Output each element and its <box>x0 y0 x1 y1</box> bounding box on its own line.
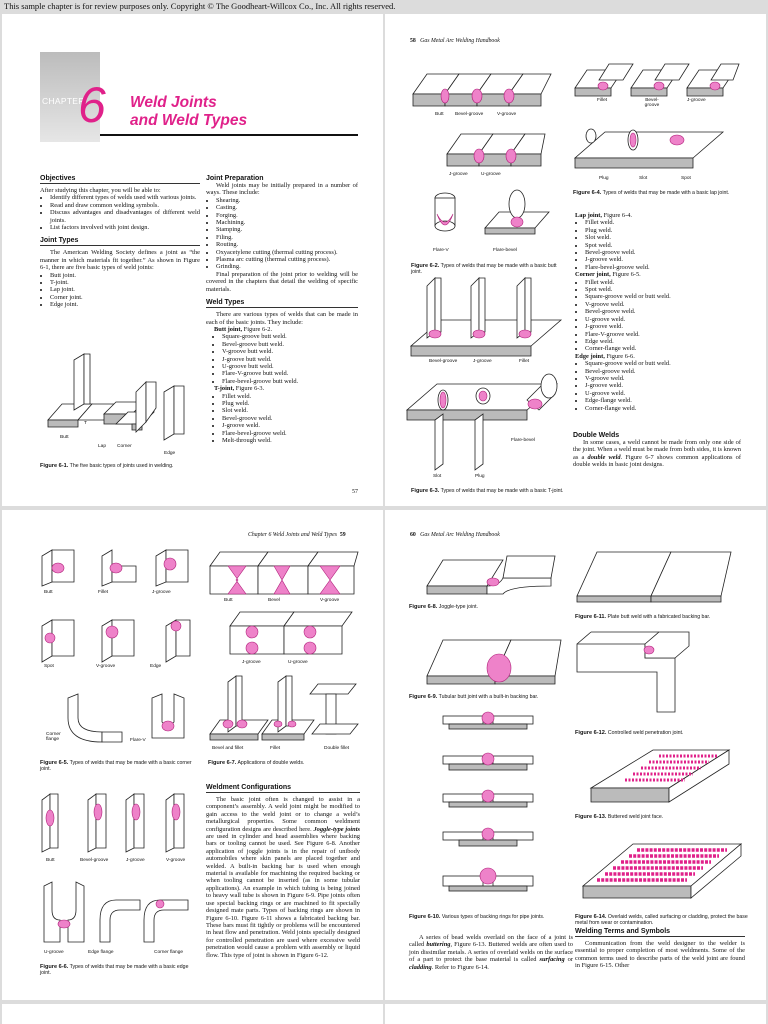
page-59 <box>2 510 383 1000</box>
list-item: • Shearing. <box>216 197 358 204</box>
figure-6-4-lap-row1 <box>573 52 739 104</box>
figure-6-9-illustration <box>425 626 561 692</box>
running-head: 58 Gas Metal Arc Welding Handbook <box>410 38 500 44</box>
fig64-label-spot: Spot <box>681 176 691 181</box>
figure-6-5-row1 <box>40 546 200 590</box>
figure-6-2-flare-row <box>425 184 555 244</box>
list-item: • Square-groove weld or butt weld. <box>585 360 739 367</box>
list-item: • Filing. <box>216 234 358 241</box>
weldment-heading: Weldment Configurations <box>206 784 360 793</box>
list-item: • Edge weld. <box>585 338 739 345</box>
figure-6-7-row1 <box>208 546 358 600</box>
list-item: • Bevel-groove weld. <box>585 308 739 315</box>
fig62-label-u: U-groove <box>481 172 501 177</box>
copyright-notice: This sample chapter is for review purposes only. Copyright © The Goodheart-Willcox Co., Inc. All rights reserved. <box>4 1 396 11</box>
list-item: • Flare-V-groove weld. <box>585 331 739 338</box>
fig65-label-v: V-groove <box>96 664 116 669</box>
title-rule <box>100 134 358 136</box>
corner-joint-label: Corner joint, <box>575 271 611 279</box>
figure-6-5-row2 <box>40 616 200 668</box>
fig67-label-j: J-groove <box>242 660 261 665</box>
figure-6-11-caption: Figure 6-11. Plate butt weld with a fabricated backing bar. <box>575 614 711 620</box>
list-item: • Lap joint. <box>50 286 200 293</box>
running-head: Chapter 6 Weld Joints and Weld Types 59 <box>248 532 346 538</box>
list-item: • V-groove weld. <box>585 375 739 382</box>
fig67-label-fillet: Fillet <box>270 746 281 751</box>
page-bottom-right <box>385 1004 766 1024</box>
buttering-paragraph <box>409 934 573 971</box>
fig63-label-slot: Slot <box>433 474 442 479</box>
list-item: • T-joint. <box>50 279 200 286</box>
figure-6-12-illustration <box>575 630 725 722</box>
objectives-intro: After studying this chapter, you will be able to: <box>40 187 161 194</box>
list-item: • V-groove weld. <box>585 301 739 308</box>
lap-corner-edge-lists <box>575 212 739 412</box>
page-57 <box>2 14 383 506</box>
figure-6-2-groove-row <box>445 114 545 170</box>
list-item: • Edge-flange weld. <box>585 397 739 404</box>
fig66-label-j: J-groove <box>126 858 145 863</box>
chapter-number: 6 <box>78 77 106 133</box>
figure-6-6-caption: Figure 6-6. Types of welds that may be made with a basic edge joint. <box>40 964 189 977</box>
list-item: • V-groove butt weld. <box>222 348 358 355</box>
figure-6-11-illustration <box>575 546 731 608</box>
page-58 <box>385 14 766 506</box>
list-item: • J-groove weld. <box>585 382 739 389</box>
figure-6-2-butt-row <box>411 54 551 110</box>
objectives-heading: Objectives <box>40 175 200 184</box>
fig66-label-corner-flange: Corner flange <box>154 950 184 955</box>
list-item: • Grinding. <box>216 263 358 270</box>
joint-types-heading: Joint Types <box>40 237 200 246</box>
figure-6-12-caption: Figure 6-12. Controlled weld penetration joint. <box>575 730 684 736</box>
joint-types-list <box>40 272 200 309</box>
list-item: • Bevel-groove butt weld. <box>222 341 358 348</box>
edge-joint-label: Edge joint, <box>575 352 605 360</box>
figure-6-14-illustration <box>581 836 741 906</box>
double-welds-heading: Double Welds <box>573 432 620 439</box>
list-item: • Fillet weld. <box>585 279 739 286</box>
fig62-label-flare-bevel: Flare-bevel <box>493 248 517 253</box>
fig63-label-fillet: Fillet <box>519 359 530 364</box>
list-item: • J-groove weld. <box>585 323 739 330</box>
preparation-final-text: Final preparation of the joint prior to welding will be covered in the chapters that detail the welding of specific materials. <box>206 270 358 293</box>
list-item: • Bevel-groove weld. <box>222 415 358 422</box>
fig62-label-v: V-groove <box>497 112 517 117</box>
running-head: 60 Gas Metal Arc Welding Handbook <box>410 532 500 538</box>
figure-6-1-caption: Figure 6-1. The five basic types of joints used in welding. <box>40 463 174 469</box>
fig63-label-plug: Plug <box>475 474 485 479</box>
welding-terms-section <box>575 928 745 970</box>
fig66-label-u: U-groove <box>44 950 64 955</box>
list-item: • Oxyacetylene cutting (thermal cutting process). <box>216 249 358 256</box>
list-item: • Flare-bevel-groove butt weld. <box>222 378 358 385</box>
fig65-label-fillet: Fillet <box>98 590 109 595</box>
fig62-label-bevel: Bevel-groove <box>455 112 484 117</box>
list-item: • Corner-flange weld. <box>585 345 739 352</box>
double-welds-section <box>573 432 741 469</box>
fig67-label-v: V-groove <box>320 598 340 603</box>
list-item: • Corner joint. <box>50 294 200 301</box>
fig61-label-corner: Corner <box>117 444 132 449</box>
page-bottom-left <box>2 1004 383 1024</box>
list-item: • Identify different types of welds used with various joints. <box>50 194 200 201</box>
fig67-label-bevel: Bevel <box>268 598 280 603</box>
list-item: • Flare-bevel-groove weld. <box>585 264 739 271</box>
fig63-label-bevel: Bevel-groove <box>429 359 458 364</box>
t-joint-heading <box>214 385 358 392</box>
list-item: • List factors involved with joint design. <box>50 224 200 231</box>
list-item: • Fillet weld. <box>222 393 358 400</box>
fig66-label-v: V-groove <box>166 858 186 863</box>
fig61-label-lap: Lap <box>98 444 107 449</box>
list-item: • Melt-through weld. <box>222 437 358 444</box>
figure-6-4-caption: Figure 6-4. Types of welds that may be made with a basic lap joint. <box>573 190 730 196</box>
list-item: • J-groove weld. <box>585 256 739 263</box>
chapter-title-line2: and Weld Types <box>130 112 248 129</box>
fig64-label-fillet: Fillet <box>597 98 608 103</box>
figure-6-3-caption: Figure 6-3. Types of welds that may be made with a basic T-joint. <box>411 488 564 494</box>
figure-6-3-plug-row <box>407 370 567 470</box>
preparation-list <box>206 197 358 271</box>
fig66-label-edge-flange: Edge flange <box>88 950 114 955</box>
corner-joint-ref: Figure 6-5. <box>612 271 641 279</box>
fig61-label-t: T <box>84 421 87 426</box>
figure-6-3-t-row <box>411 276 567 360</box>
butt-joint-heading <box>214 326 358 333</box>
weldment-section <box>206 784 360 959</box>
list-item: • Flare-V-groove butt weld. <box>222 370 358 377</box>
fig63-label-flare-bevel: Flare-bevel <box>511 438 535 443</box>
fig66-label-butt: Butt <box>46 858 55 863</box>
list-item: • Machining. <box>216 219 358 226</box>
list-item: • J-groove weld. <box>222 422 358 429</box>
figure-6-14-caption: Figure 6-14. Overlaid welds, called surfacing or cladding, protect the base metal from wear or contamination. <box>575 914 748 927</box>
t-list <box>206 393 358 445</box>
fig62-label-j: J-groove <box>449 172 468 177</box>
list-item: • Fillet weld. <box>585 219 739 226</box>
chapter-title-line1: Weld Joints <box>130 94 217 111</box>
chapter-word: CHAPTER <box>42 96 85 106</box>
list-item: • J-groove butt weld. <box>222 356 358 363</box>
list-item: • Slot weld. <box>585 234 739 241</box>
left-column <box>40 175 200 309</box>
list-item: • Edge joint. <box>50 301 200 308</box>
fig67-label-double-fillet: Double fillet <box>324 746 350 751</box>
edge-joint-ref: Figure 6-6. <box>606 352 635 360</box>
fig64-label-j: J-groove <box>687 98 706 103</box>
page-number: 57 <box>352 489 358 495</box>
fig65-label-flare-v: Flare-V <box>130 738 146 743</box>
joint-preparation-heading: Joint Preparation <box>206 175 264 182</box>
fig62-label-butt: Butt <box>435 112 444 117</box>
lap-list <box>575 219 739 271</box>
lap-joint-heading <box>575 212 739 219</box>
list-item: • Corner-flange weld. <box>585 405 739 412</box>
list-item: • Flare-bevel-groove weld. <box>222 430 358 437</box>
list-item: • Square-groove weld or butt weld. <box>585 293 739 300</box>
t-joint-ref: Figure 6-3. <box>235 385 265 393</box>
list-item: • U-groove weld. <box>585 316 739 323</box>
figure-6-4-lap-row2 <box>573 118 739 174</box>
list-item: • Spot weld. <box>585 286 739 293</box>
figure-6-7-caption: Figure 6-7. Applications of double welds. <box>208 760 305 766</box>
fig67-label-butt: Butt <box>224 598 233 603</box>
list-item: • Casting. <box>216 204 358 211</box>
figure-6-10-illustration <box>441 706 541 906</box>
butt-list <box>206 333 358 385</box>
figure-6-8-caption: Figure 6-8. Joggle-type joint. <box>409 604 478 610</box>
figure-6-5-caption: Figure 6-5. Types of welds that may be made with a basic corner joint. <box>40 760 192 773</box>
fig61-label-edge: Edge <box>164 451 176 456</box>
fig62-label-flare-v: Flare-V <box>433 248 449 253</box>
fig65-label-spot: Spot <box>44 664 54 669</box>
figure-6-13-caption: Figure 6-13. Buttered weld joint face. <box>575 814 664 820</box>
lap-joint-label: Lap joint, <box>575 212 602 219</box>
list-item: • Read and draw common welding symbols. <box>50 202 200 209</box>
list-item: • U-groove butt weld. <box>222 363 358 370</box>
fig61-label-butt: Butt <box>60 435 69 440</box>
figure-6-2-caption: Figure 6-2. Types of welds that may be made with a basic butt joint. <box>411 263 557 276</box>
list-item: • Stamping. <box>216 226 358 233</box>
list-item: • Plug weld. <box>585 227 739 234</box>
list-item: • Routing. <box>216 241 358 248</box>
figure-6-13-illustration <box>589 742 739 816</box>
buttering-text: A series of bead welds overlaid on the face of a joint is called buttering, Figure 6-13. Buttered welds are often used to join dissimilar metals. A series of overlaid welds on the surface of a part to protect the base material is called surfacing or cladding. Refer to Figure 6-14. <box>409 934 573 971</box>
welding-terms-heading: Welding Terms and Symbols <box>575 928 745 937</box>
fig67-label-u: U-groove <box>288 660 308 665</box>
list-item: • Slot weld. <box>222 407 358 414</box>
weld-types-text: There are various types of welds that can be made in each of the basic joints. They include: <box>206 311 358 326</box>
page-60 <box>385 510 766 1000</box>
fig64-label-slot: Slot <box>639 176 648 181</box>
list-item: • Spot weld. <box>585 242 739 249</box>
figure-6-8-illustration <box>425 546 555 600</box>
joint-types-text: The American Welding Society defines a joint as “the manner in which materials fit together.” As shown in Figure 6-1, there are five basic types of weld joints: <box>40 249 200 272</box>
edge-list <box>575 360 739 412</box>
fig65-label-corner-flange: Corner flange <box>46 732 61 742</box>
joint-preparation-text: Weld joints may be initially prepared in a number of ways. These include: <box>206 182 358 197</box>
list-item: • Bevel-groove weld. <box>585 368 739 375</box>
edge-joint-heading <box>575 353 739 360</box>
weld-types-heading: Weld Types <box>206 299 358 308</box>
fig65-label-edge: Edge <box>150 664 162 669</box>
corner-joint-heading <box>575 271 739 278</box>
fig65-label-j: J-groove <box>152 590 171 595</box>
list-item: • U-groove weld. <box>585 390 739 397</box>
list-item: • Square-groove butt weld. <box>222 333 358 340</box>
t-joint-label: T-joint, <box>214 385 235 393</box>
butt-joint-ref: Figure 6-2. <box>243 325 273 333</box>
figure-6-6-row1 <box>40 790 200 854</box>
figure-6-7-row3 <box>208 674 358 746</box>
list-item: • Discuss advantages and disadvantages of different weld joints. <box>50 209 200 224</box>
fig64-label-plug: Plug <box>599 176 609 181</box>
fig63-label-j: J-groove <box>473 359 492 364</box>
list-item: • Butt joint. <box>50 272 200 279</box>
objectives-list <box>40 194 200 231</box>
welding-terms-text: Communication from the weld designer to the welder is essential to proper completion of most weldments. Some of the common terms used to describe parts of the weld joint are found in Figure 6-15. Other <box>575 940 745 970</box>
fig64-label-bevel: Bevel-groove <box>644 98 660 108</box>
lap-joint-ref: Figure 6-4. <box>603 212 633 219</box>
list-item: • Plug weld. <box>222 400 358 407</box>
figure-6-6-row2 <box>40 880 200 948</box>
right-column <box>206 175 358 444</box>
weldment-text: The basic joint often is changed to assist in a component’s assembly. A weld joint might be modified to gain access to the weld joint or to change a weld’s metallurgical properties. Some common weldment configuration designs are described here. Joggle-type joints are used in cylinder and head assemblies where backing bars or tooling cannot be used. See Figure 6-8. Another application of joggle joints is in the repair of unibody automobiles where skin panels are placed together and welded. A built-in backing bar is used when enough material is available for machining the required backing or when tooling cannot be inserted (as in some tubular applications). An example in which tubing is being joined to heavy wall tube is shown in Figure 6-9. Pipe joints often use special backing rings or are machined to fit specially designed mate parts. Types of backing rings are shown in Figure 6-10. Figure 6-11 shows a fabricated backing bar. These bars must fit tightly or problems will be encountered in heat flow and penetration. Weld joints specially designed for controlled penetration are used where excessive weld penetration would cause a problem with assembly or liquid flow. This type of joint is shown in Figure 6-12. <box>206 796 360 959</box>
list-item: • Plasma arc cutting (thermal cutting process). <box>216 256 358 263</box>
list-item: • Bevel-groove weld. <box>585 249 739 256</box>
corner-list <box>575 279 739 353</box>
figure-6-10-caption: Figure 6-10. Various types of backing rings for pipe joints. <box>409 914 545 920</box>
double-welds-text: In some cases, a weld cannot be made from only one side of the joint. When a weld must be made from both sides, it is known as a double weld. Figure 6-7 shows common applications of double welds in basic joint designs. <box>573 439 742 469</box>
figure-6-7-row2 <box>228 610 352 660</box>
fig66-label-bevel: Bevel-groove <box>80 858 109 863</box>
figure-6-9-caption: Figure 6-9. Tubular butt joint with a built-in backing bar. <box>409 694 539 700</box>
list-item: • Forging. <box>216 212 358 219</box>
fig67-label-bevel-fillet: Bevel and fillet <box>212 746 244 751</box>
butt-joint-label: Butt joint, <box>214 325 243 333</box>
fig65-label-butt: Butt <box>44 590 53 595</box>
